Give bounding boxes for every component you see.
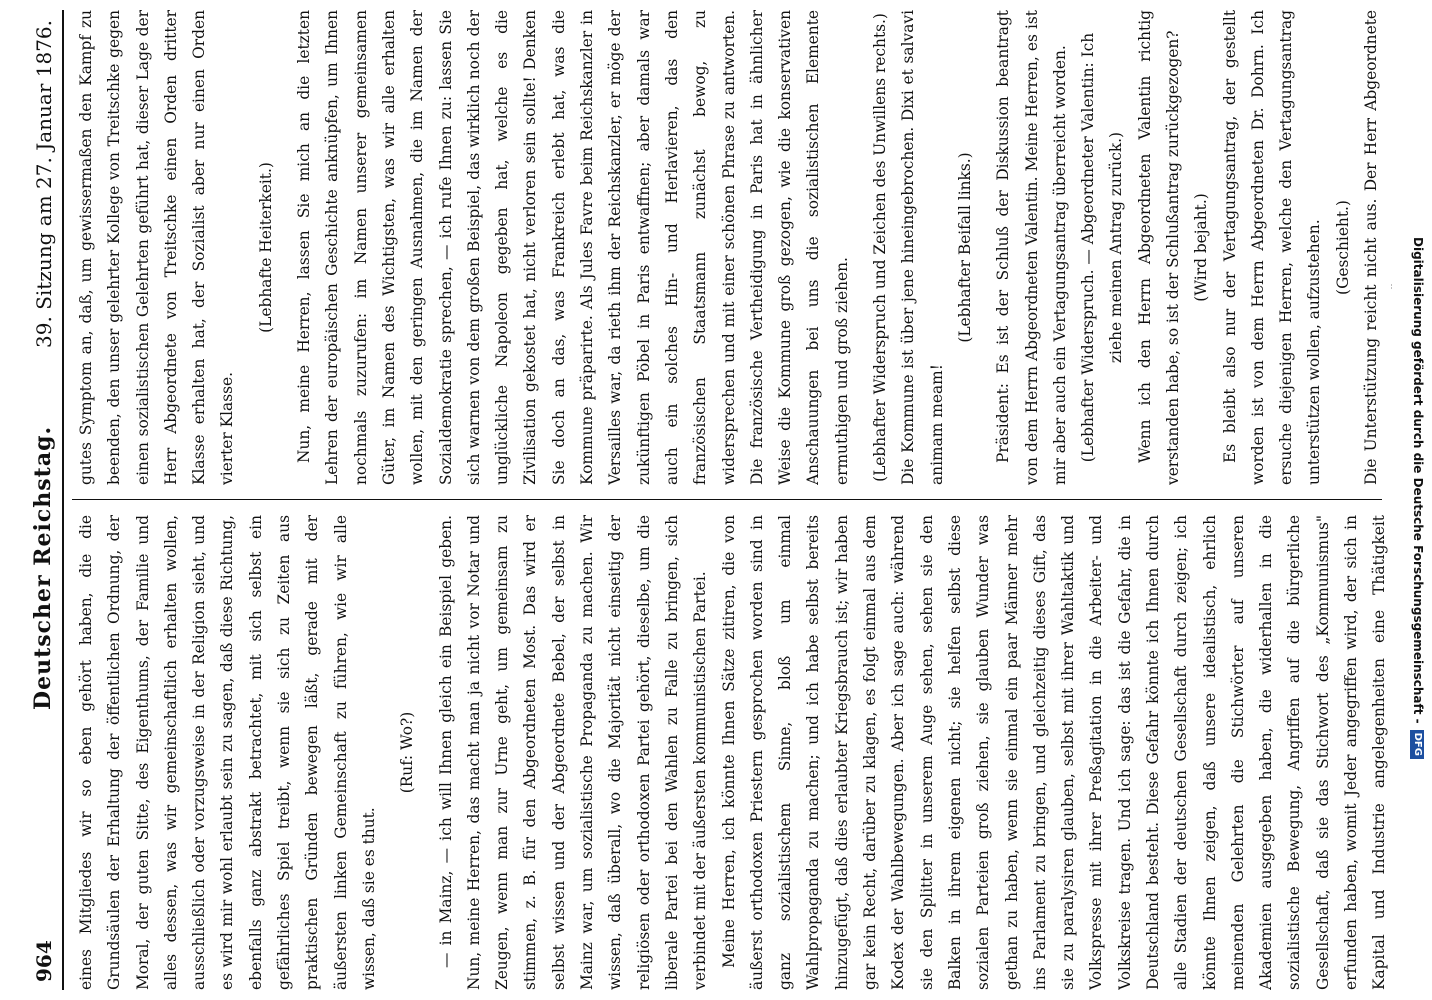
dfg-logo: DFG — [1411, 730, 1425, 759]
page-header — [26, 10, 64, 990]
right-column — [72, 10, 1392, 485]
right-paragraph-3: Die Kommune ist über jene hineingebrochen. Dixi et salvavi animam meam! — [899, 10, 946, 485]
digitization-credit-text — [1406, 23, 1430, 973]
right-paragraph-5: Wenn ich den Herrn Abgeordneten Valentin richtig verstanden habe, so ist der Schlußantrag zurückgezogen? — [1135, 10, 1182, 485]
newspaper-page — [26, 10, 1406, 990]
right-interjection-3: (Lebhafter Beifall links.) — [955, 152, 974, 343]
left-column — [72, 515, 1392, 990]
session-info: 39. Sitzung am 27. Januar 1876. — [32, 20, 56, 348]
right-paragraph-6: Es bleibt also nur der Vertagungsantrag, der gestellt worden ist von dem Herrn Abgeordneten Dr. Dohrn. Ich ersuche diejenigen Herren, welche den Vertagungsantrag unterstützen wollen, aufzustehen. — [1220, 10, 1324, 485]
publication-title: Deutscher Reichstag. — [30, 425, 56, 710]
left-interjection-1: (Ruf: Wo?) — [398, 711, 417, 794]
right-paragraph-4: Präsident: Es ist der Schluß der Diskussion beantragt von dem Herrn Abgeordneten Valentin. Meine Herren, es ist mir aber auch ein Vertagungsantrag überreicht worden. — [994, 10, 1069, 485]
right-interjection-2: (Lebhafter Widerspruch und Zeichen des Unwillens rechts.) — [871, 13, 890, 482]
left-paragraph-3: Meine Herren, ich könnte Ihnen Sätze zitiren, die von äußerst orthodoxen Priestern gesprochen worden sind in ganz sozialistischem Sinne, bloß um einmal Wahlpropaganda zu machen; und ich habe selbst bereits hinzugefügt, daß dies erlaubter Kriegsbrauch ist; wir haben gar kein Recht, darüber zu klagen, es folgt einmal aus dem Kodex der Wahlbewegungen. Aber ich sage auch: während sie den Splitter in unserem Auge sehen, sehen sie den Balken in ihrem eigenen nicht; sie helfen selbst diese sozialen Parteien groß ziehen, sie glauben Wunder was gethan zu haben, wenn sie einmal ein paar Männer mehr ins Parlament zu bringen, und gleichzeitig dieses Gift, das sie zu paralysiren glauben, selbst mit ihrer Wahltaktik und Volkspresse mit ihrer Preßagitation in die Arbeiter- und Volkskreise tragen. Und ich sage: das ist die Gefahr, die in Deutschland besteht. Diese Gefahr könnte ich Ihnen durch alle Stadien der deutschen Gesellschaft durch zeigen; ich könnte Ihnen zeigen, daß unsere idealistisch, ehrlich meinenden Gelehrten die Stichwörter auf unseren Akademien ausgegeben haben, die widerhallen in die sozialistische Bewegung, Angriffen auf die bürgerliche Gesellschaft, daß sie das Stichwort des „Kommunismus" erfunden haben, womit Jeder angegriffen wird, der sich in Kapital und Industrie angelegenheiten eine Thätigkeit — [719, 515, 1389, 990]
right-interjection-5: (Wird bejaht.) — [1192, 193, 1211, 302]
column-divider — [72, 499, 1382, 500]
digitization-credit — [1403, 0, 1431, 1000]
right-paragraph-7: Die Unterstützung reicht nicht aus. Der Herr Abgeordnete — [1362, 10, 1381, 485]
credit-label: Digitalisierung gefördert durch die Deutsche Forschungsgemeinschaft - — [1411, 237, 1425, 724]
left-paragraph-1: eines Mitgliedes wir so eben gehört haben, die die Grundsäulen der Erhaltung der öffentlichen Ordnung, der Moral, der guten Sitte, des Eigenthums, der Familie und alles dessen, was wir gemeinschaftlich erhalten wollen, ausschließlich oder vorzugsweise in der Religion sieht, und es wird mir wohl erlaubt sein zu sagen, daß diese Richtung, ebenfalls ganz abstrakt betrachtet, mit sich selbst ein gefährliches Spiel treibt, wenn sie sich zu Zeiten aus praktischen Gründen bewegen läßt, gerade mit der äußersten linken Gemeinschaft zu führen, wie wir alle wissen, daß sie es thut. — [77, 515, 378, 990]
page-number: 964 — [32, 940, 56, 982]
right-paragraph-1: gutes Symptom an, daß, um gewissermaßen den Kampf zu beenden, den unser gelehrter Kollege von Treitschke gegen einen sozialistischen Gelehrten geführt hat, dieser Lage der Herr Abgeordnete von Treitschke einen Orden dritter Klasse erhalten hat, der Sozialist aber nur einen Orden vierter Klasse. — [77, 10, 237, 485]
right-paragraph-2: Nun, meine Herren, lassen Sie mich an die letzten Lehren der europäischen Geschichte anknüpfen, um Ihnen nochmals zuzurufen: im Namen unserer gemeinsamen Güter, im Namen des Wichtigsten, was wir alle erhalten wollen, mit den geringen Ausnahmen, die im Namen der Sozialdemokratie sprechen, — ich rufe Ihnen zu: lassen Sie sich warnen von dem großen Beispiel, das wirklich noch der unglückliche Napoleon gegeben hat, welche es die Zivilisation gekostet hat, nicht verloren sein sollte! Denken Sie doch an das, was Frankreich erlebt hat, was die Kommune präparirte. Als Jules Favre beim Reichskanzler in Versailles war, da rieth ihm der Reichskanzler, er möge der zukünftigen Pöbel in Paris entwaffnen; aber damals war auch ein solches Hin- und Herlavieren, das den französischen Staatsmann zunächst bewog, zu widersprechen und mit einer schönen Phrase zu antworten. Die französische Vertheidigung in Paris hat in ähnlicher Weise die Kommune groß gezogen, wie die konservativen Anschauungen bei uns die sozialistischen Elemente ermuthigen und groß ziehen. — [295, 10, 851, 485]
right-interjection-6: (Geschieht.) — [1333, 200, 1352, 295]
right-interjection-4: (Lebhafter Widerspruch. — Abgeordneter Valentin: Ich ziehe meinen Antrag zurück.) — [1079, 32, 1126, 463]
right-interjection-1: (Lebhafte Heiterkeit.) — [256, 162, 275, 333]
left-paragraph-2: — in Mainz, — ich will Ihnen gleich ein Beispiel geben. Nun, meine Herren, das macht man ja nicht vor Notar und Zeugen, wenn man zur Urne geht, um gemeinsam zu stimmen, z. B. für den Abgeordneten Most. Das wird er selbst wissen und der Abgeordnete Bebel, der selbst in Mainz war, um sozialistische Propaganda zu machen. Wir wissen, daß überall, wo die Majorität nicht einseitig der religiösen oder orthodoxen Partei gehört, dieselbe, um die liberale Partei bei den Wahlen zu Falle zu bringen, sich verbindet mit der äußersten kommunistischen Partei. — [436, 515, 710, 990]
